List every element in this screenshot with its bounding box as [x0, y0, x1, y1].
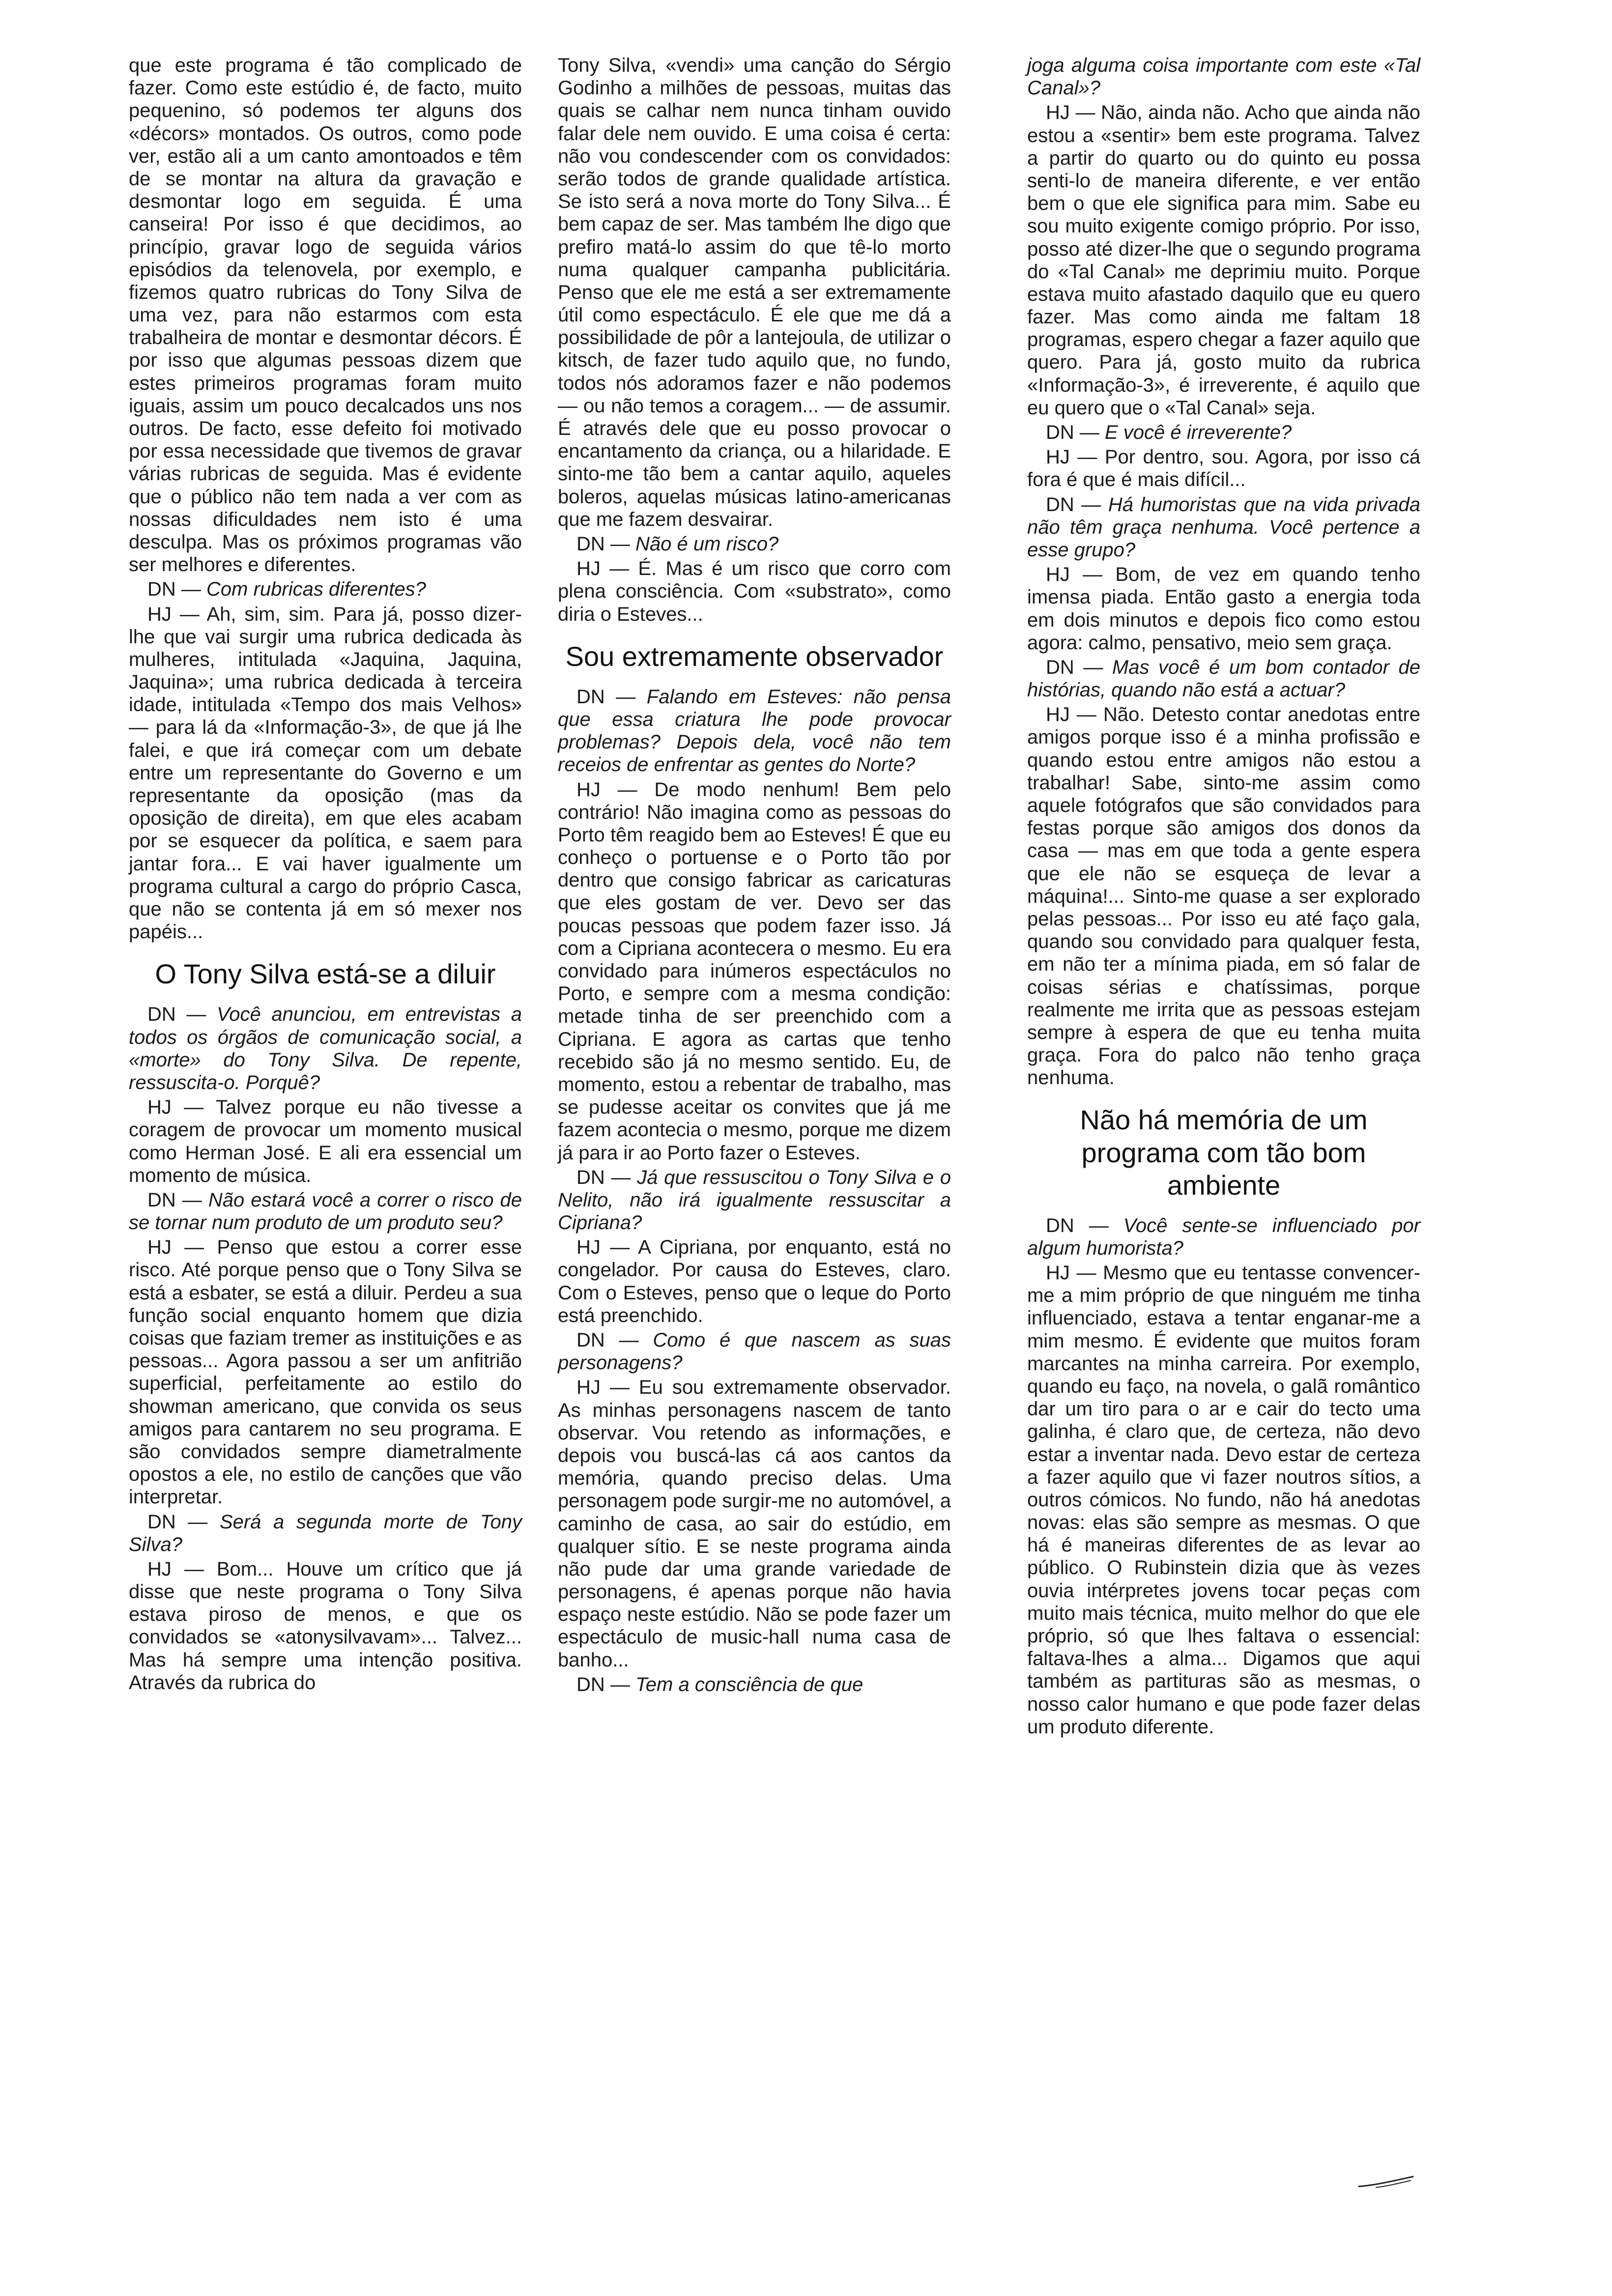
section-subheading: O Tony Silva está-se a diluir [155, 958, 496, 990]
interviewer-question [558, 1166, 951, 1234]
interviewer-question [558, 686, 951, 776]
speaker-tag: HJ — [1046, 102, 1095, 124]
interviewee-answer [558, 1376, 951, 1671]
paragraph-text: Por dentro, sou. Agora, por isso cá fora é que é mais difícil... [1027, 446, 1420, 491]
interviewee-answer [1027, 1262, 1420, 1738]
speaker-tag: HJ — [576, 1377, 630, 1399]
paragraph-text: que este programa é tão complicado de fazer. Como este estúdio é, de facto, muito pequenino, só podemos ter alguns dos «décors» montados. Os outros, como pode ver, estão ali a um canto amontoados e têm de se montar na altura da gravação e desmontar logo em seguida. É uma canseira! Por isso é que decidimos, ao princípio, gravar logo de seguida vários episódios da telenovela, por exemplo, e fizemos quatro rubricas do Tony Silva de uma vez, para não estarmos com esta trabalheira de montar e desmontar décors. É por isso que algumas pessoas dizem que estes primeiros programas foram muito iguais, assim um pouco decalcados uns nos outros. De facto, esse defeito foi motivado por essa necessidade que tivemos de gravar várias rubricas de seguida. Mas é evidente que o público não tem nada a ver com as nossas dificuldades nem isto é uma desculpa. Mas os próximos programas vão ser melhores e diferentes. [129, 55, 522, 576]
speaker-tag: HJ — [1046, 446, 1097, 468]
interviewer-question [129, 578, 522, 601]
paragraph-text: É. Mas é um risco que corro com plena consciência. Com «substrato», como diria o Esteves... [558, 558, 951, 625]
speaker-tag: DN — [576, 533, 630, 555]
body-paragraph [558, 54, 951, 531]
interviewee-answer [129, 1558, 522, 1694]
text-column-2 [558, 54, 951, 1698]
paragraph-text: Tony Silva, «vendi» uma canção do Sérgio Godinho a milhões de pessoas, muitas das quais se calhar nem nunca tinham ouvido falar dele nem ouvido. E uma coisa é certa: não vou condescender com os convidados: serão todos de grande qualidade artística. Se isto será a nova morte do Tony Silva... É bem capaz de ser. Mas também lhe digo que prefiro matá-lo assim do que tê-lo morto numa qualquer campanha publicitária. Penso que ele me está a ser extremamente útil como espectáculo. É ele que me dá a possibilidade de pôr a lantejoula, de utilizar o kitsch, de fazer tudo aquilo que, no fundo, todos nós adoramos fazer e não podemos — ou não temos a coragem... — de assumir. É através dele que eu posso provocar o encantamento da criança, ou a hilaridade. E sinto-me tão bem a cantar aquilo, aqueles boleros, aquelas músicas latino-americanas que me fazem desvairar. [558, 55, 951, 530]
interviewer-question [1027, 1214, 1420, 1260]
text-column-3 [1027, 54, 1420, 1740]
paragraph-text: Ah, sim, sim. Para já, posso dizer-lhe que vai surgir uma rubrica dedicada às mulheres, intitulada «Jaquina, Jaquina, Jaquina»; uma rubrica dedicada à terceira idade, intitulada «Tempo dos mais Velhos» — para lá da «Informação-3», de que já lhe falei, e que irá começar com um debate entre um representante do Governo e um representante da oposição (mas da oposição de direita), em que eles acabam por se esquecer da política, e saem para jantar fora... E vai haver igualmente um programa cultural a cargo do próprio Casca, que não se contenta já em só mexer nos papéis... [129, 603, 522, 943]
interviewee-answer [1027, 703, 1420, 1089]
speaker-tag: DN — [1046, 656, 1103, 678]
paragraph-text: De modo nenhum! Bem pelo contrário! Não imagina como as pessoas do Porto têm reagido bem ao Esteves! É que eu conheço o portuense e o Porto tão por dentro que consigo fabricar as caricaturas que eles gostam de ver. Devo ser das poucas pessoas que podem fazer isso. Já com a Cipriana acontecera o mesmo. Eu era convidado para inúmeros espectáculos no Porto, e sempre com a mesma condição: metade tinha de ser preenchido com a Cipriana. E agora as cartas que tenho recebido são já no mesmo sentido. Eu, de momento, estou a rebentar de trabalho, mas se pudesse aceitar os convites que já me fazem acontecia o mesmo, porque me dizem já para ir ao Porto fazer o Esteves. [558, 778, 951, 1164]
speaker-tag: HJ — [576, 558, 630, 580]
speaker-tag: HJ — [1046, 564, 1103, 586]
paragraph-text: Eu sou extremamente observador. As minhas personagens nascem de tanto observar. Vou retendo as informações, e depois vou buscá-las cá aos cantos da memória, quando preciso delas. Uma personagem pode surgir-me no automóvel, a caminho de casa, ao sair do estúdio, em qualquer sítio. E se neste programa ainda não pude dar uma grande variedade de personagens, é apenas porque não havia espaço neste estúdio. Não se pode fazer um espectáculo de music-hall numa casa de banho... [558, 1377, 951, 1671]
paragraph-text: Mesmo que eu tentasse convencer-me a mim próprio de que ninguém me tinha influenciado, estava a tentar enganar-me a mim mesmo. É evidente que muitos foram marcantes na minha carreira. Por exemplo, quando eu faço, na novela, o galã romântico dar um tiro para o ar e cair do tecto uma galinha, é claro que, de certeza, não devo estar a inventar nada. Devo estar de certeza a fazer aquilo que vi fazer noutros sítios, a outros cómicos. No fundo, não há anedotas novas: elas são sempre as mesmas. O que há é maneiras diferentes de as levar ao público. O Rubinstein dizia que às vezes ouvia intérpretes jovens tocar peças com muito mais técnica, muito melhor do que ele próprio, só que lhes faltava o essencial: faltava-lhes a alma... Digamos que aqui também as partituras são as mesmas, o nosso calor humano e que pode fazer delas um produto diferente. [1027, 1262, 1420, 1738]
interviewee-answer [129, 1096, 522, 1187]
interviewee-answer [558, 557, 951, 626]
paragraph-text: Com rubricas diferentes? [206, 578, 426, 601]
interviewer-question [129, 1511, 522, 1556]
speaker-tag: HJ — [147, 1558, 204, 1580]
interviewer-question [558, 1329, 951, 1374]
paragraph-text: Você anunciou, em entrevistas a todos os órgãos de comunicação social, a «morte» do Tony Silva. De repente, ressuscita-o. Porquê? [129, 1004, 522, 1093]
paragraph-text: A Cipriana, por enquanto, está no congelador. Por causa do Esteves, claro. Com o Esteves, penso que o leque do Porto está preenchido. [558, 1236, 951, 1326]
paragraph-text: E você é irreverente? [1105, 422, 1292, 443]
paragraph-text: Bom... Houve um crítico que já disse que neste programa o Tony Silva estava piroso de menos, e que os convidados se «atonysilvavam»... Talvez... Mas há sempre uma intenção positiva. Através da rubrica do [129, 1558, 522, 1693]
speaker-tag: DN — [147, 1004, 206, 1026]
paragraph-text: Não é um risco? [635, 533, 779, 555]
end-of-article-flourish-icon [1356, 2175, 1415, 2189]
speaker-tag: DN — [147, 1511, 208, 1533]
speaker-tag: HJ — [147, 1236, 204, 1259]
speaker-tag: DN — [1046, 1214, 1109, 1236]
paragraph-text: Talvez porque eu não tivesse a coragem de provocar um momento musical como Herman José. E ali era essencial um momento de música. [129, 1096, 522, 1186]
speaker-tag: DN — [576, 1329, 639, 1351]
paragraph-text: joga alguma coisa importante com este «Tal Canal»? [1027, 55, 1420, 99]
paragraph-text: Não. Detesto contar anedotas entre amigos porque isso é a minha profissão e quando estou entre amigos não estou a trabalhar! Sabe, sinto-me assim como aquele fotógrafos que são convidados para festas porque são amigos dos donos da casa — mas em que toda a gente espera que ele não se esqueça de levar a máquina!... Sinto-me quase a ser explorado pelas pessoas... Por isso eu até faço gala, quando sou convidado para qualquer festa, em não ter a mínima piada, em só falar de coisas sérias e chatíssimas, porque realmente me irrita que as pessoas estejam sempre à espera de que eu tenha muita graça. Fora do palco não tenho graça nenhuma. [1027, 704, 1421, 1089]
speaker-tag: HJ — [1046, 704, 1096, 726]
interviewee-answer [1027, 101, 1420, 419]
speaker-tag: DN — [147, 578, 201, 601]
interviewer-question [1027, 421, 1420, 444]
interviewee-answer [558, 1236, 951, 1327]
speaker-tag: HJ — [1046, 1262, 1096, 1284]
speaker-tag: DN — [576, 1166, 631, 1188]
paragraph-text: Não, ainda não. Acho que ainda não estou a «sentir» bem este programa. Talvez a partir do quarto ou do quinto eu possa senti-lo de maneira diferente, e ver então bem o que ele significa para mim. Sabe eu sou muito exigente comigo próprio. Por isso, posso até dizer-lhe que o segundo programa do «Tal Canal» me deprimiu muito. Porque estava muito afastado daquilo que eu quero fazer. Mas como ainda me faltam 18 programas, espero chegar a fazer aquilo que quero. Para já, gosto muito da rubrica «Informação-3», é irreverente, é aquilo que eu quero que o «Tal Canal» seja. [1027, 102, 1420, 419]
interviewer-question [129, 1189, 522, 1234]
interviewer-question [1027, 656, 1420, 701]
interviewee-answer [129, 603, 522, 944]
interviewee-answer [1027, 446, 1420, 491]
interviewer-question [129, 1003, 522, 1094]
interviewer-question [558, 533, 951, 555]
interviewee-answer [129, 1236, 522, 1508]
paragraph-text: Há humoristas que na vida privada não têm graça nenhuma. Você pertence a esse grupo? [1027, 493, 1420, 561]
interviewee-answer [558, 778, 951, 1164]
section-subheading: Sou extremamente observador [565, 640, 944, 672]
paragraph-text: Você sente-se influenciado por algum humorista? [1027, 1214, 1420, 1259]
paragraph-text: Tem a consciência de que [635, 1673, 864, 1695]
paragraph-text: Será a segunda morte de Tony Silva? [129, 1511, 522, 1555]
speaker-tag: HJ — [576, 778, 637, 801]
paragraph-text: Como é que nascem as suas personagens? [558, 1329, 951, 1374]
speaker-tag: DN — [576, 1673, 630, 1695]
speaker-tag: HJ — [576, 1236, 630, 1259]
speaker-tag: DN — [576, 686, 636, 708]
interviewer-question [1027, 493, 1420, 562]
speaker-tag: DN — [1046, 493, 1101, 516]
speaker-tag: DN — [1046, 422, 1099, 443]
speaker-tag: HJ — [147, 1096, 204, 1119]
interviewee-answer [1027, 563, 1420, 654]
interviewer-question [1027, 54, 1420, 99]
interviewer-question [558, 1673, 951, 1696]
speaker-tag: HJ — [147, 603, 200, 625]
paragraph-text: Já que ressuscitou o Tony Silva e o Nelito, não irá igualmente ressuscitar a Cipriana? [558, 1166, 951, 1234]
paragraph-text: Não estará você a correr o risco de se tornar num produto de um produto seu? [129, 1189, 522, 1234]
paragraph-text: Mas você é um bom contador de histórias, quando não está a actuar? [1027, 656, 1420, 701]
speaker-tag: DN — [147, 1189, 202, 1211]
paragraph-text: Falando em Esteves: não pensa que essa criatura lhe pode provocar problemas? Depois dela, você não tem receios de enfrentar as gentes do Norte? [558, 686, 951, 776]
body-paragraph [129, 54, 522, 576]
paragraph-text: Bom, de vez em quando tenho imensa piada. Então gasto a energia toda em dois minutos e depois fico como estou agora: calmo, pensativo, meio sem graça. [1027, 564, 1420, 654]
section-subheading: Não há memória de um programa com tão bom ambiente [1080, 1104, 1368, 1201]
paragraph-text: Penso que estou a correr esse risco. Até porque penso que o Tony Silva se está a esbater, se está a diluir. Perdeu a sua função social enquanto homem que dizia coisas que faziam tremer as instituições e as pessoas... Agora passou a ser um anfitrião superficial, perfeitamente ao estilo do showman americano, que convida os seus amigos para cantarem no seu programa. E são convidados sempre diametralmente opostos a ele, no estilo de canções que vão interpretar. [129, 1236, 522, 1508]
text-column-1 [129, 54, 522, 1696]
